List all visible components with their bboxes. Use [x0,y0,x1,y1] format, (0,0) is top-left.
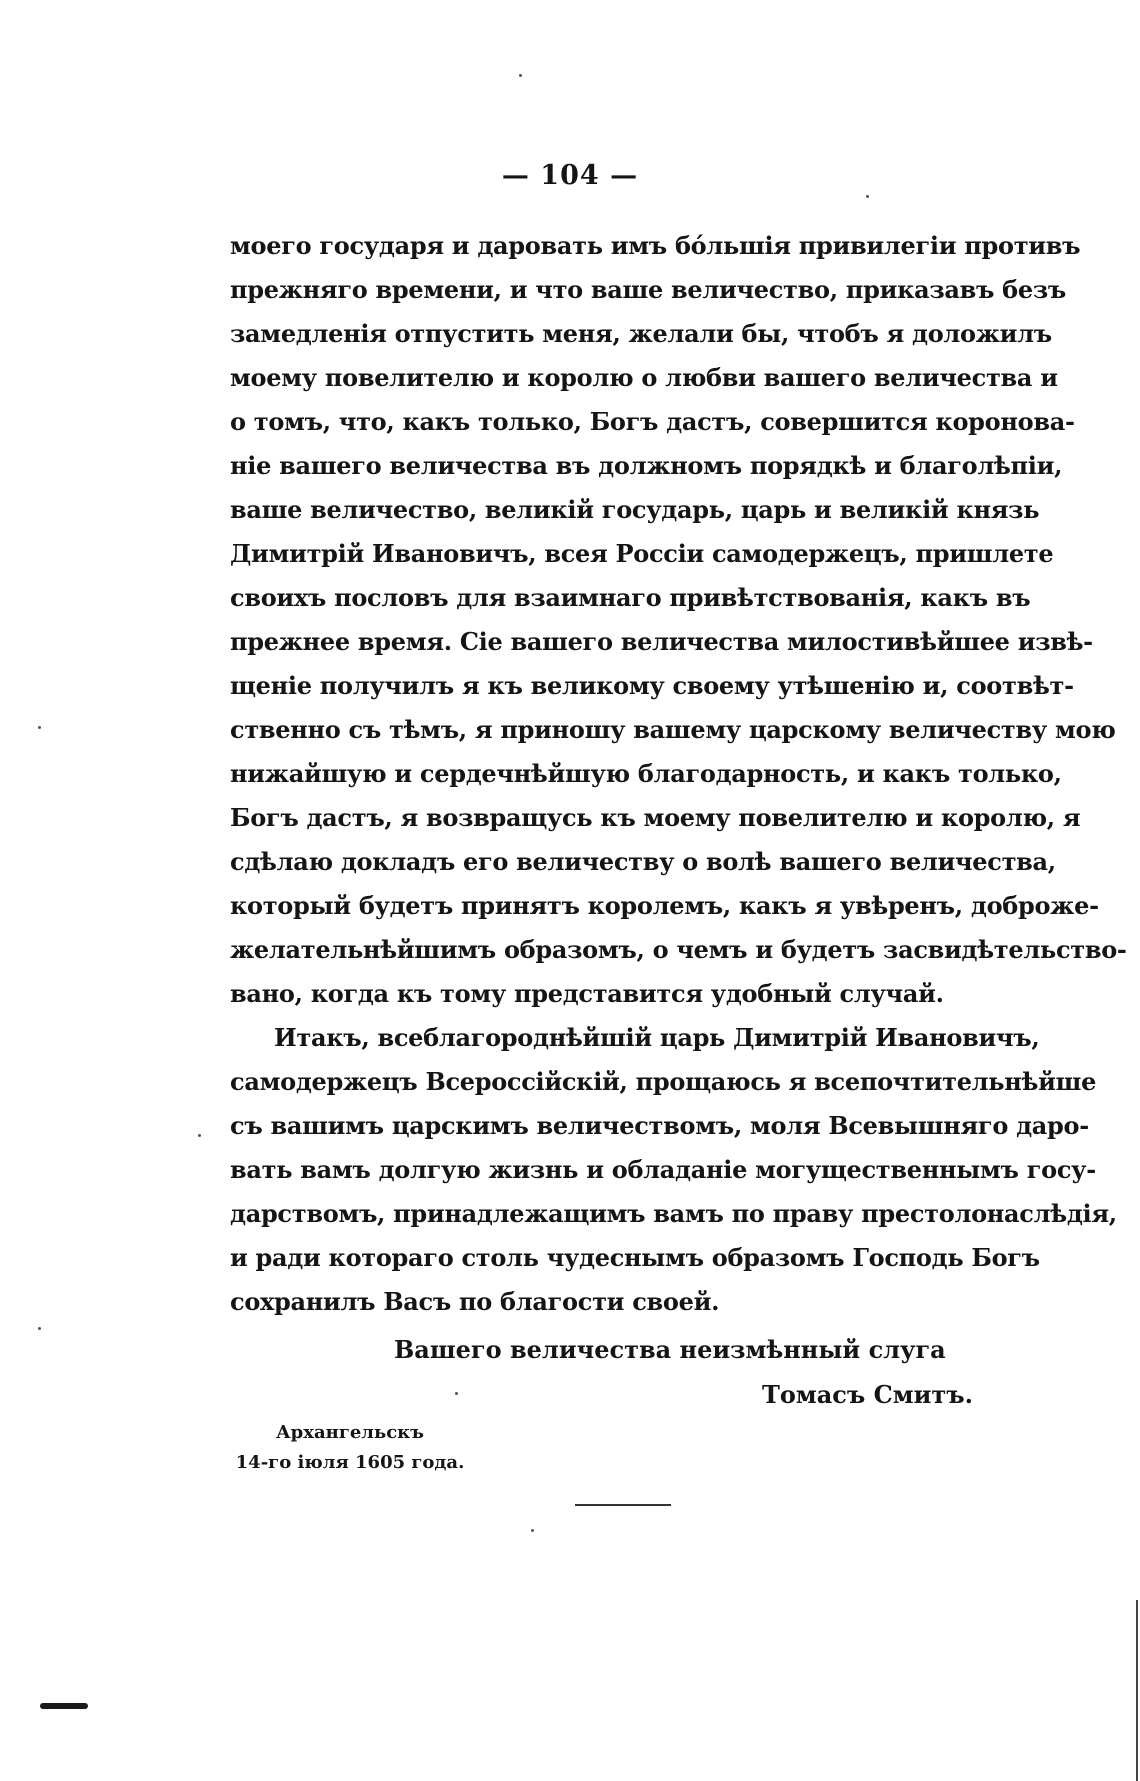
text-line: своихъ пословъ для взаимнаго привѣтствованія, какъ въ [230,583,1031,612]
text-line: нижайшую и сердечнѣйшую благодарность, и какъ только, [230,759,1062,788]
text-line: и ради котораго столь чудеснымъ образомъ Господь Богъ [230,1243,1040,1272]
scan-smudge [40,1703,88,1709]
page-number: — 104 — [501,160,639,191]
text-line: сдѣлаю докладъ его величеству о волѣ вашего величества, [230,847,1056,876]
text-line: ваше величество, великій государь, царь и великій князь [230,495,1040,524]
text-line: моему повелителю и королю о любви вашего величества и [230,363,1058,392]
text-line: дарствомъ, принадлежащимъ вамъ по праву престолонаслѣдія, [230,1199,1117,1228]
text-line: вано, когда къ тому представится удобный случай. [230,979,944,1008]
scan-speck [38,1327,41,1330]
text-line: Богъ дастъ, я возвращусь къ моему повелителю и королю, я [230,803,1081,832]
scan-speck [38,726,41,729]
text-line: прежняго времени, и что ваше величество, приказавъ безъ [230,275,1066,304]
text-line: желательнѣйшимъ образомъ, о чемъ и будетъ засвидѣтельство- [230,935,1127,964]
dateline-date: 14-го іюля 1605 года. [235,1452,465,1473]
text-line: моего государя и даровать имъ бо́льшія привилегіи противъ [230,231,1081,260]
text-line: Итакъ, всеблагороднѣйшій царь Димитрій Ивановичъ, [274,1023,1040,1052]
scan-speck [198,1134,201,1137]
scan-speck [531,1529,534,1532]
scan-speck [519,74,522,77]
scan-speck [455,1392,458,1395]
text-line: съ вашимъ царскимъ величествомъ, моля Всевышняго даро- [230,1111,1089,1140]
closing-salutation: Вашего величества неизмѣнный слуга [394,1335,946,1364]
text-line: самодержецъ Всероссійскій, прощаюсь я всепочтительнѣйше [230,1067,1097,1096]
text-line: сохранилъ Васъ по благости своей. [230,1287,720,1316]
text-line: ственно съ тѣмъ, я приношу вашему царскому величеству мою [230,715,1116,744]
text-line: Димитрій Ивановичъ, всея Россіи самодержецъ, пришлете [230,539,1054,568]
text-line: прежнее время. Сіе вашего величества милостивѣйшее извѣ- [230,627,1093,656]
text-line: который будетъ принятъ королемъ, какъ я увѣренъ, доброже- [230,891,1099,920]
text-line: вать вамъ долгую жизнь и обладаніе могущественнымъ госу- [230,1155,1096,1184]
letter-body [230,224,1127,1324]
dateline [220,1418,480,1478]
scan-edge [1136,1600,1138,1781]
text-line: щеніе получилъ я къ великому своему утѣшенію и, соотвѣт- [230,671,1074,700]
text-line: о томъ, что, какъ только, Богъ дастъ, совершится коронова- [230,407,1075,436]
signature: Томасъ Смитъ. [762,1380,974,1409]
scan-speck [866,195,869,198]
dateline-place: Архангельскъ [276,1422,424,1443]
text-line: замедленія отпустить меня, желали бы, чтобъ я доложилъ [230,319,1052,348]
text-line: ніе вашего величества въ должномъ порядкѣ и благолѣпіи, [230,451,1063,480]
closing-rule [575,1504,671,1506]
